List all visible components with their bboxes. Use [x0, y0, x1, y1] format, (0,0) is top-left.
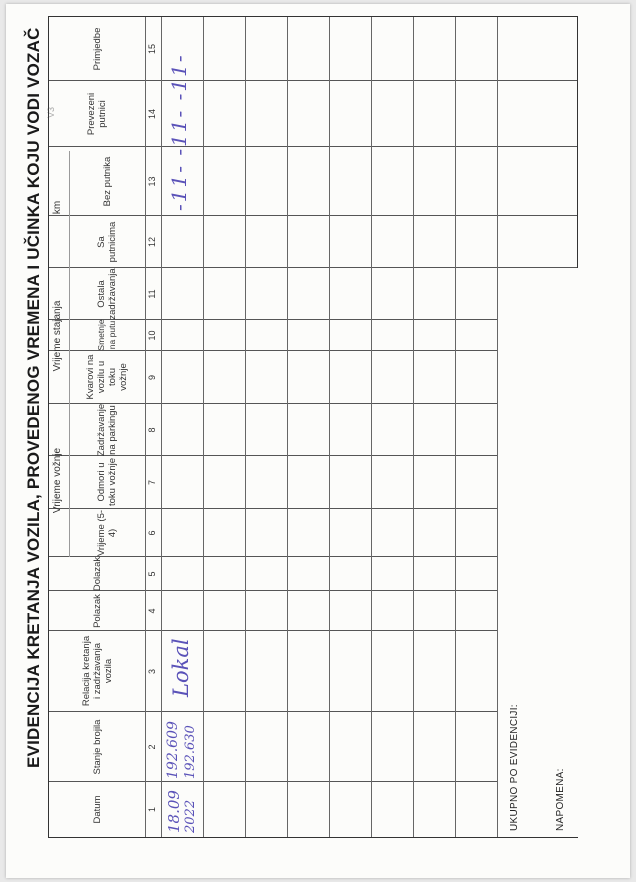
col-number: 11 — [147, 289, 157, 299]
col-number: 14 — [147, 109, 157, 120]
form-sheet — [6, 4, 630, 878]
col-header-prevezeni: Prevezeni putnici — [86, 92, 108, 136]
col-header-stanje-brojila: Stanje brojila — [91, 719, 103, 775]
number-rule — [161, 17, 162, 837]
col-number: 1 — [147, 807, 157, 813]
col-number: 10 — [147, 330, 157, 341]
rotated-form — [6, 4, 630, 878]
col-number: 4 — [147, 608, 157, 614]
col-number: 9 — [147, 375, 157, 381]
hw-odometer-start: 192.609 — [165, 721, 181, 779]
hw-date-year: 2022 — [183, 799, 198, 833]
vehicle-log-table — [48, 16, 578, 838]
col-number: 13 — [147, 176, 157, 187]
header-rule — [145, 17, 146, 837]
form-title: EVIDENCIJA KRETANJA VOZILA, PROVEDENOG VREMENA I UČINKA KOJU VODI VOZAČ — [24, 27, 43, 768]
col-number: 5 — [147, 571, 157, 577]
col-number: 7 — [147, 480, 157, 486]
total-label: UKUPNO PO EVIDENCIJI: — [509, 704, 520, 831]
hw-dash-entries: -11- -11- -11- — [167, 53, 191, 211]
col-header-primjedbe: Primjedbe — [91, 27, 103, 71]
col-header-relacija: Relacija kretanja i zadržavanja vozila — [80, 635, 114, 707]
col-number: 15 — [147, 44, 157, 55]
col-header-odmori: Odmori u toku vožnje — [96, 457, 118, 507]
row-rule — [371, 17, 372, 837]
col-header-dolazak: Dolazak — [91, 556, 103, 592]
col-header-vrijeme: Vrijeme (5-4) — [96, 509, 118, 557]
row-rule — [203, 17, 204, 837]
col-header-parking: Zadržavanje na parkingu — [96, 403, 118, 457]
col-number: 12 — [147, 237, 157, 248]
corner-mark: V3 — [46, 106, 56, 118]
row-rule — [455, 17, 456, 837]
row-rule — [329, 17, 330, 837]
stop-time-group: Vrijeme stajanja — [52, 300, 63, 372]
km-group: km — [52, 200, 63, 215]
row-rule — [287, 17, 288, 837]
col-header-datum: Datum — [91, 795, 103, 824]
col-header-kvarovi: Kvarovi na vozilu u toku vožnje — [85, 354, 129, 400]
col-header-sa-putnicima: Sa putnicima — [96, 221, 118, 263]
col-number: 6 — [147, 530, 157, 536]
col-number: 2 — [147, 744, 157, 750]
col-header-ostala: Ostala zadržavanja — [96, 268, 118, 320]
hw-route: Lokal — [169, 638, 193, 697]
row-rule — [413, 17, 414, 837]
col-header-polazak: Polazak — [91, 594, 103, 628]
hw-odometer-end: 192.630 — [183, 725, 198, 779]
col-header-smetnje: Smetnje na putu — [96, 319, 117, 351]
col-header-bez-putnika: Bez putnika — [101, 156, 113, 207]
driving-time-group: Vrijeme vožnje — [52, 447, 63, 514]
row-rule — [245, 17, 246, 837]
note-label: NAPOMENA: — [555, 768, 566, 831]
col-number: 8 — [147, 427, 157, 433]
hw-date: 18.09 — [165, 790, 183, 833]
col-number: 3 — [147, 669, 157, 675]
